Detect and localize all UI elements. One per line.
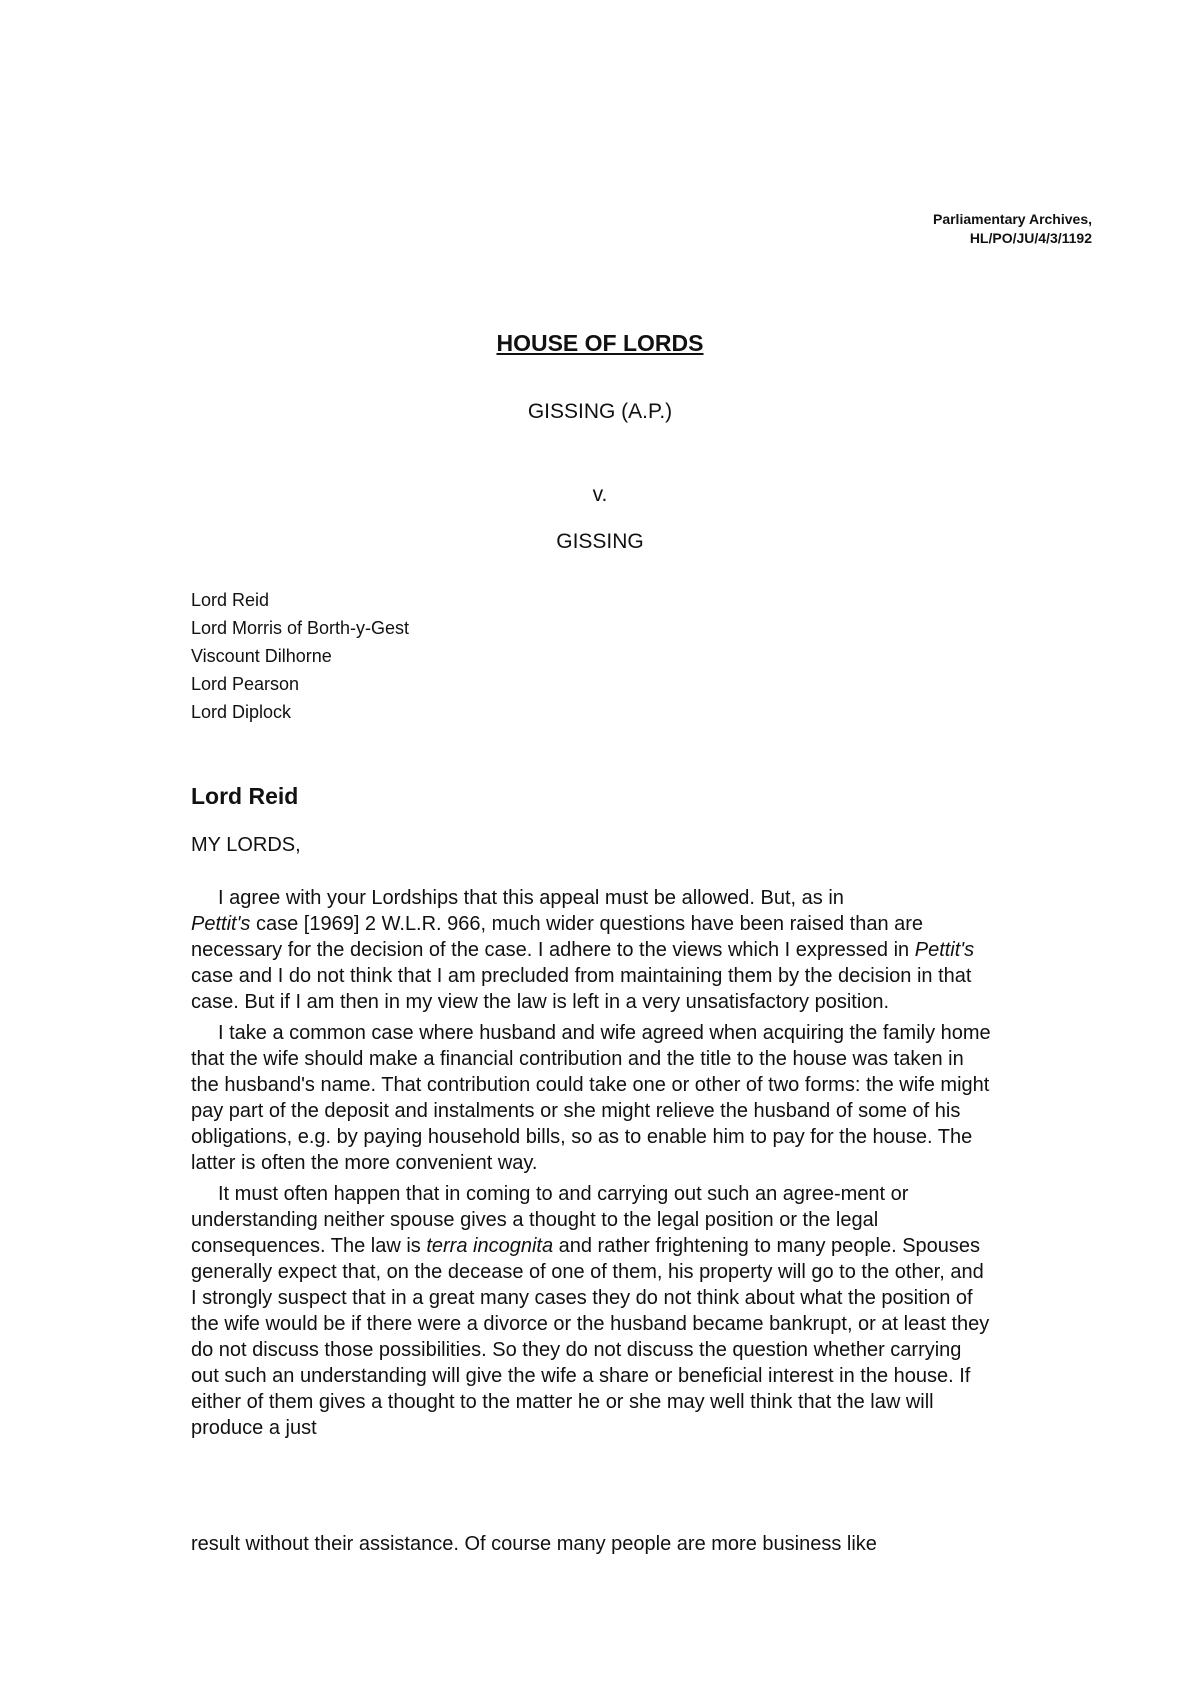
p3-text-b: and rather frightening to many people. Spouses generally expect that, on the decease of one of them, his property will go to the other, and I strongly suspect that in a great many cases they do not think about what the position of the wife would be if there were a divorce or the husband became bankrupt, or at least they do not discuss those possibilities. So they do not discuss the question whether carrying out such an understanding will give the wife a share or beneficial interest in the house. If either of them gives a thought to the matter he or she may well think that the law will produce a just [191, 1235, 990, 1439]
archive-line-2: HL/PO/JU/4/3/1192 [969, 230, 1092, 246]
paragraph-1 [191, 885, 991, 1015]
salutation: MY LORDS, [191, 834, 301, 856]
appellant-name: GISSING (A.P.) [527, 400, 673, 423]
p1-text-c: case and I do not think that I am precluded from maintaining them by the decision in that case. But if I am then in my view the law is left in a very unsatisfactory position. [191, 965, 972, 1013]
archive-reference [933, 210, 1092, 248]
lord-item: Lord Reid [191, 590, 270, 610]
continuation-line: result without their assistance. Of course many people are more business like [191, 1533, 877, 1555]
p3-text-a: It must often happen that in coming to and carrying out such an agree-ment or understanding neither spouse gives a thought to the legal position or the legal consequences. The law is [191, 1183, 909, 1257]
paragraph-3 [191, 1181, 991, 1441]
p1-text-b: case [1969] 2 W.L.R. 966, much wider questions have been raised than are necessary for the decision of the case. I adhere to the views which I expressed in [191, 913, 924, 961]
court-title: HOUSE OF LORDS [496, 330, 704, 356]
case-citation: Pettit's [191, 913, 251, 935]
archive-line-1: Parliamentary Archives, [932, 211, 1092, 227]
versus-label: v. [592, 483, 608, 506]
respondent-name: GISSING [556, 530, 644, 553]
lord-item: Lord Morris of Borth-y-Gest [191, 618, 410, 638]
speech-body [191, 885, 991, 1446]
p1-text-a: I agree with your Lordships that this appeal must be allowed. But, as in [218, 887, 844, 909]
latin-phrase: terra incognita [426, 1235, 554, 1257]
paragraph-2: I take a common case where husband and wife agreed when acquiring the family home that the wife should make a financial contribution and the title to the house was taken in the husband's name. That contribution could take one or other of two forms: the wife might pay part of the deposit and instalments or she might relieve the husband of some of his obligations, e.g. by paying household bills, so as to enable him to pay for the house. The latter is often the more convenient way. [191, 1022, 991, 1174]
lord-item: Lord Pearson [191, 674, 300, 694]
lord-item: Viscount Dilhorne [191, 646, 332, 666]
case-citation: Pettit's [914, 939, 975, 961]
lords-list [191, 586, 409, 726]
lord-item: Lord Diplock [191, 702, 292, 722]
speaker-heading: Lord Reid [191, 783, 299, 809]
